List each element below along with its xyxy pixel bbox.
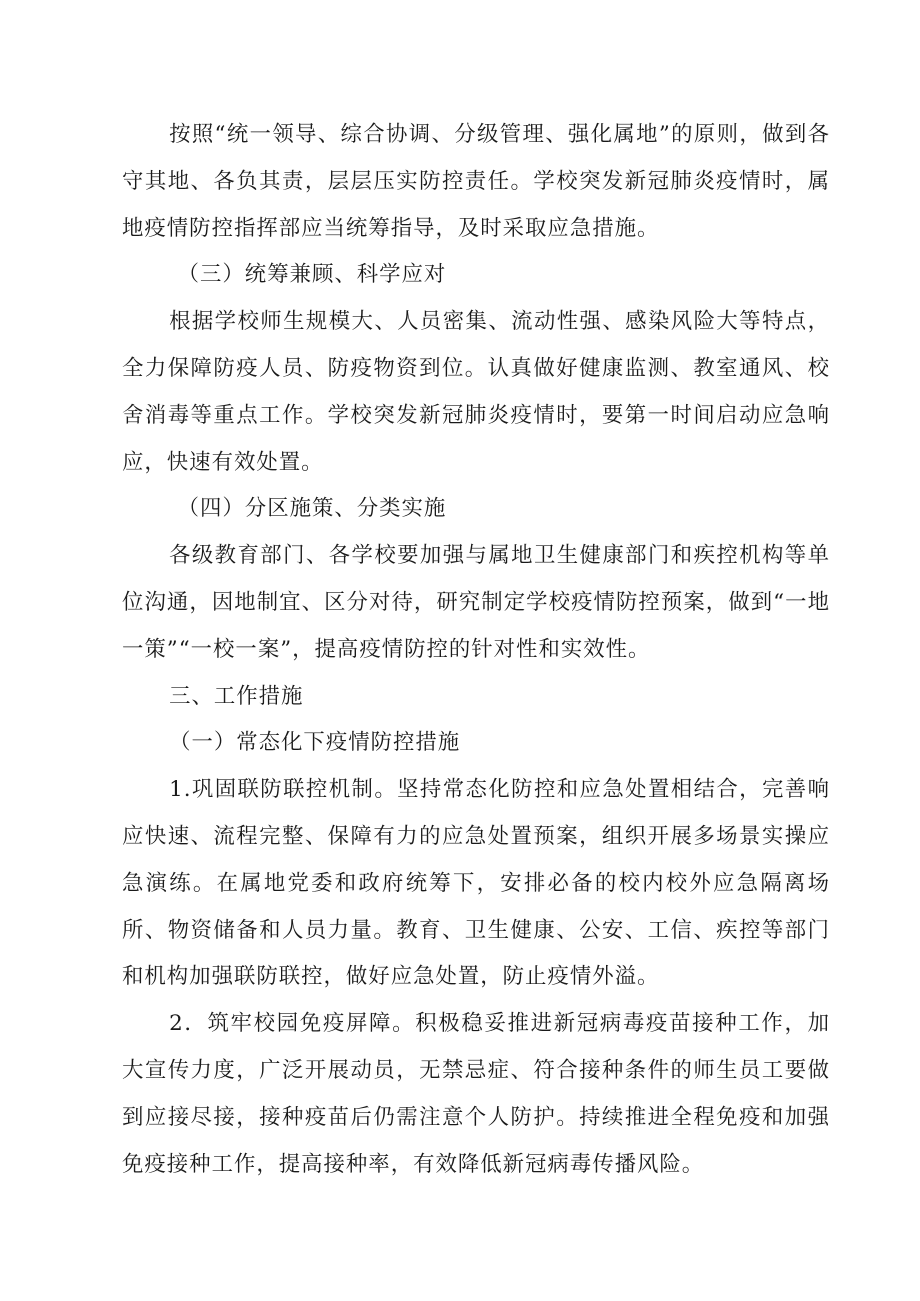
subheading-normalized-prevention: （一）常态化下疫情防控措施 <box>169 730 461 756</box>
subheading-overall-planning: （三）统筹兼顾、科学应对 <box>177 262 447 288</box>
section-heading-work-measures: 三、工作措施 <box>169 683 304 709</box>
paragraph-school-characteristics: 根据学校师生规模大、人员密集、流动性强、感染风险大等特点，全力保障防疫人员、防疫物资到位。认真做好健康监测、教室通风、校舍消毒等重点工作。学校突发新冠肺炎疫情时，要第一时间启动应急响应，快速有效处置。 <box>122 309 830 475</box>
paragraph-department-coordination: 各级教育部门、各学校要加强与属地卫生健康部门和疾控机构等单位沟通，因地制宜、区分对待，研究制定学校疫情防控预案，做到“一地一策”“一校一案”，提高疫情防控的针对性和实效性。 <box>122 543 830 662</box>
paragraph-joint-prevention-mechanism: 1.巩固联防联控机制。坚持常态化防控和应急处置相结合，完善响应快速、流程完整、保障有力的应急处置预案，组织开展多场景实操应急演练。在属地党委和政府统筹下，安排必备的校内校外应急隔离场所、物资储备和人员力量。教育、卫生健康、公安、工信、疾控等部门和机构加强联防联控，做好应急处置，防止疫情外溢。 <box>122 777 830 990</box>
paragraph-principle-territorial: 按照“统一领导、综合协调、分级管理、强化属地”的原则，做到各守其地、各负其责，层层压实防控责任。学校突发新冠肺炎疫情时，属地疫情防控指挥部应当统筹指导，及时采取应急措施。 <box>122 122 830 241</box>
document-body <box>122 112 830 1188</box>
subheading-zoned-measures: （四）分区施策、分类实施 <box>177 496 447 522</box>
paragraph-immunity-barrier: 2．筑牢校园免疫屏障。积极稳妥推进新冠病毒疫苗接种工作，加大宣传力度，广泛开展动员，无禁忌症、符合接种条件的师生员工要做到应接尽接，接种疫苗后仍需注意个人防护。持续推进全程免疫和加强免疫接种工作，提高接种率，有效降低新冠病毒传播风险。 <box>122 1011 830 1177</box>
